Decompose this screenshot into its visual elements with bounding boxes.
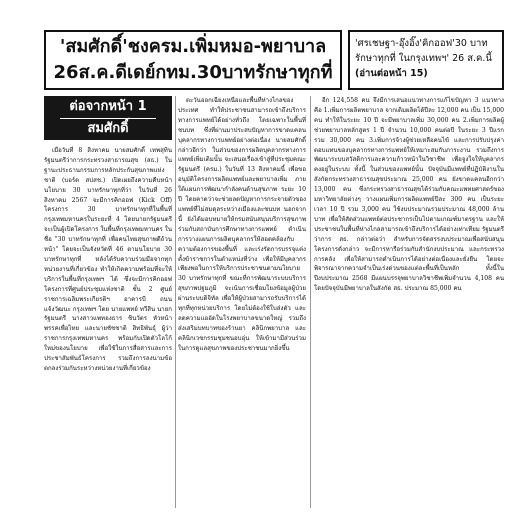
banner-label: ต่อจากหน้า 1 xyxy=(69,99,147,114)
side-headline-text: 'ศรเชษฐา-อุ๊งอิ๊ง'คิกออฟ'30 บาทรักษาทุกที่ ในกรุงเทพฯ' 26 ส.ค.นี้ xyxy=(355,38,492,64)
column-2-text: ตะวันออกเฉียงเหนือและพื้นที่ห่างไกลของประเทศ ทำให้ประชาชนสามารถเข้าถึงบริการทางการแพทย์ได้อย่างทั่วถึง โดยเฉพาะในพื้นที่ชนบท ซึ่งที่ผ่านมาประสบปัญหาการขาดแคลนบุคลากรทางการแพทย์อย่างต่อเนื่อง นายสมศักดิ์ กล่าวอีกว่า ในส่วนของการผลิตบุคลากรทางการแพทย์เพิ่มเติมนั้น จะเสนอเรื่องเข้าสู่ที่ประชุมคณะรัฐมนตรี (ครม.) ในวันที่ 13 สิงหาคมนี้ เพื่อขออนุมัติโครงการผลิตแพทย์และพยาบาลเพิ่ม ภายใต้แผนการพัฒนากำลังคนด้านสุขภาพ ระยะ 10 ปี โดยคาดว่าจะช่วยลดปัญหาการกระจายตัวของแพทย์ที่ไม่สมดุลระหว่างเมืองและชนบท นอกจากนี้ ยังได้มอบหมายให้กรมสนับสนุนบริการสุขภาพ ร่วมกับสถาบันการศึกษาทางการแพทย์ ดำเนินการวางแผนการผลิตบุคลากรให้สอดคล้องกับความต้องการของพื้นที่ และเร่งรัดการบรรจุแต่งตั้งข้าราชการในตำแหน่งที่ว่าง เพื่อให้มีบุคลากรเพียงพอในการให้บริการประชาชนตามนโยบาย 30 บาทรักษาทุกที่ ขณะที่การพัฒนาระบบบริการสุขภาพปฐมภูมิ จะเน้นการเชื่อมโยงข้อมูลผู้ป่วยผ่านระบบดิจิทัล เพื่อให้ผู้ป่วยสามารถรับบริการได้ทุกที่ทุกหน่วยบริการ โดยไม่ต้องใช้ใบส่งตัว และลดความแออัดในโรงพยาบาลขนาดใหญ่ รวมถึงส่งเสริมบทบาทของร้านยา คลินิกพยาบาล และคลินิกเวชกรรมชุมชนอบอุ่น ให้เข้ามามีส่วนร่วมในการดูแลสุขภาพของประชาชนมากยิ่งขึ้น xyxy=(178,97,306,352)
article-column-3 xyxy=(314,96,504,508)
column-divider xyxy=(175,96,176,508)
column-1-text: เมื่อวันที่ 8 สิงหาคม นายสมศักดิ์ เทพสุทิน รัฐมนตรีว่าการกระทรวงสาธารณสุข (สธ.) ในฐานะประธานกรรมการหลักประกันสุขภาพแห่งชาติ (บอร์ด สปสช.) เปิดเผยถึงความคืบหน้านโยบาย 30 บาทรักษาทุกที่ว่า ในวันที่ 26 สิงหาคม 2567 จะมีการคิกออฟ (Kick Off) โครงการ 30 บาทรักษาทุกที่ในพื้นที่กรุงเทพมหานครในระยะที่ 4 โดยนายกรัฐมนตรีจะเป็นผู้เปิดโครงการ ในพื้นที่กรุงเทพมหานคร ในชื่อ "30 บาทรักษาทุกที่ เพื่อคนไทยสุขภาพดีถ้วนหน้า" โดยจะเป็นจังหวัดที่ 46 ตามนโยบาย 30 บาทรักษาทุกที่ หลังได้รับความร่วมมือจากทุกหน่วยงานที่เกี่ยวข้อง ทำให้เกิดความพร้อมที่จะให้บริการในพื้นที่กรุงเทพฯ ได้ ซึ่งจะมีการคิกออฟโครงการที่ศูนย์ประชุมแห่งชาติ ชั้น 2 ศูนย์ราชการเฉลิมพระเกียรติฯ อาคารบี ถนนแจ้งวัฒนะ กรุงเทพฯ โดย นายแพทย์ ทวีสิน นายกรัฐมนตรี นางสาวแพทองธาร ชินวัตร หัวหน้าพรรคเพื่อไทย และนายชัชชาติ สิทธิพันธุ์ ผู้ว่าราชการกรุงเทพมหานคร พร้อมกับเปิดตัวโลโก้ใหม่ของนโยบาย เพื่อใช้ในการสื่อสารและการประชาสัมพันธ์โครงการ รวมถึงการลงนามข้อตกลงร่วมกันระหว่างหน่วยงานที่เกี่ยวข้อง xyxy=(44,147,172,372)
continued-note: (อ่านต่อหน้า 15) xyxy=(355,68,428,79)
column-divider xyxy=(310,96,311,508)
column-3-text: อีก 124,558 คน จึงมีการเสนอแนวทางการแก้ไขปัญหา 3 แนวทาง คือ 1.เพิ่มการผลิตพยาบาล จากเดิมผลิตได้ปีละ 12,000 คน เป็น 15,000 คน ทำให้ในระยะ 10 ปี จะมีพยาบาลเพิ่ม 30,000 คน 2.เพิ่มการผลิตผู้ช่วยพยาบาลหลักสูตร 1 ปี จำนวน 10,000 คนต่อปี ในระยะ 3 ปีแรก รวม 30,000 คน 3.เพิ่มการจ้างผู้ช่วยเหลือคนไข้ และการปรับปรุงค่าตอบแทนของบุคลากรทางการแพทย์ให้เหมาะสมกับภาระงาน รวมถึงการพัฒนาระบบสวัสดิการและความก้าวหน้าในวิชาชีพ เพื่อจูงใจให้บุคลากรคงอยู่ในระบบ ทั้งนี้ ในส่วนของแพทย์นั้น ปัจจุบันมีแพทย์ที่ปฏิบัติงานในสังกัดกระทรวงสาธารณสุขประมาณ 25,000 คน ยังขาดแคลนอีกกว่า 13,000 คน ซึ่งกระทรวงสาธารณสุขได้ร่วมกับคณะแพทยศาสตร์ของมหาวิทยาลัยต่างๆ วางแผนเพิ่มการผลิตแพทย์ปีละ 300 คน เป็นระยะเวลา 10 ปี รวม 3,000 คน ใช้งบประมาณรวมประมาณ 48,000 ล้านบาท เพื่อให้สัดส่วนแพทย์ต่อประชากรเป็นไปตามเกณฑ์มาตรฐาน และให้ประชาชนในพื้นที่ห่างไกลสามารถเข้าถึงบริการได้อย่างเท่าเทียม รัฐมนตรีว่าการ สธ. กล่าวต่อว่า สำหรับการจัดสรรงบประมาณเพื่อสนับสนุนโครงการดังกล่าว จะมีการหารือร่วมกับสำนักงบประมาณ และกระทรวงการคลัง เพื่อให้สามารถดำเนินการได้อย่างต่อเนื่องและยั่งยืน โดยจะพิจารณาจากความจำเป็นเร่งด่วนของแต่ละพื้นที่เป็นหลัก ทั้งนี้ในปีงบประมาณ 2568 มีแผนบรรจุพยาบาลวิชาชีพเพิ่มจำนวน 4,108 คน โดยปัจจุบันมีพยาบาลในสังกัด สธ. ประมาณ 85,000 คน xyxy=(314,97,504,293)
continued-banner xyxy=(44,96,172,140)
banner-byline: สมศักดิ์ xyxy=(60,118,156,139)
headline-line-1: 'สมศักดิ์'ชงครม.เพิ่มหมอ-พยาบาล xyxy=(59,36,327,57)
headline-line-2: 26ส.ค.ดีเดย์กทม.30บาทรักษาทุกที่ xyxy=(53,62,333,83)
side-headline-box xyxy=(348,30,504,90)
main-headline-box xyxy=(44,30,342,90)
article-column-1 xyxy=(44,146,172,508)
article-column-2 xyxy=(178,96,306,508)
